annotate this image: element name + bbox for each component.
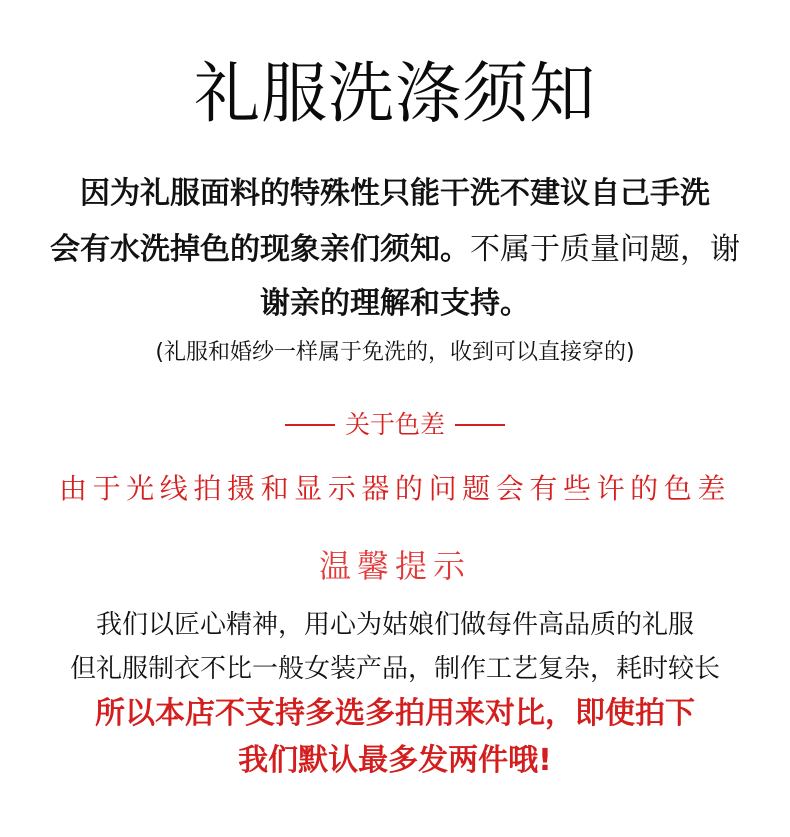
intro-line-2-plain: 不属于质量问题，谢 [470,232,740,267]
color-difference-heading-text: 关于色差 [344,410,445,439]
color-difference-heading [0,408,790,442]
intro-line-3: 谢亲的理解和支持。 [260,286,530,321]
intro-line-1: 因为礼服面料的特殊性只能干洗不建议自己手洗 [80,176,710,211]
heading-left-rule [285,424,335,426]
tips-line-2: 但礼服制衣不比一般女装产品，制作工艺复杂，耗时较长 [69,654,720,684]
wash-free-note: (礼服和婚纱一样属于免洗的，收到可以直接穿的) [155,340,635,365]
tips-line-1: 我们以匠心精神，用心为姑娘们做每件高品质的礼服 [95,610,694,640]
tips-line-3: 所以本店不支持多选多拍用来对比，即使拍下 [95,696,695,731]
color-difference-text: 由于光线拍摄和显示器的问题会有些许的色差 [58,472,731,505]
page-title: 礼服洗涤须知 [194,55,596,132]
heading-right-rule [455,424,505,426]
intro-line-2 [0,230,790,270]
intro-line-2-bold: 会有水洗掉色的现象亲们须知。 [50,232,470,267]
tips-line-4: 我们默认最多发两件哦! [238,743,552,778]
tips-title: 温馨提示 [318,547,471,585]
